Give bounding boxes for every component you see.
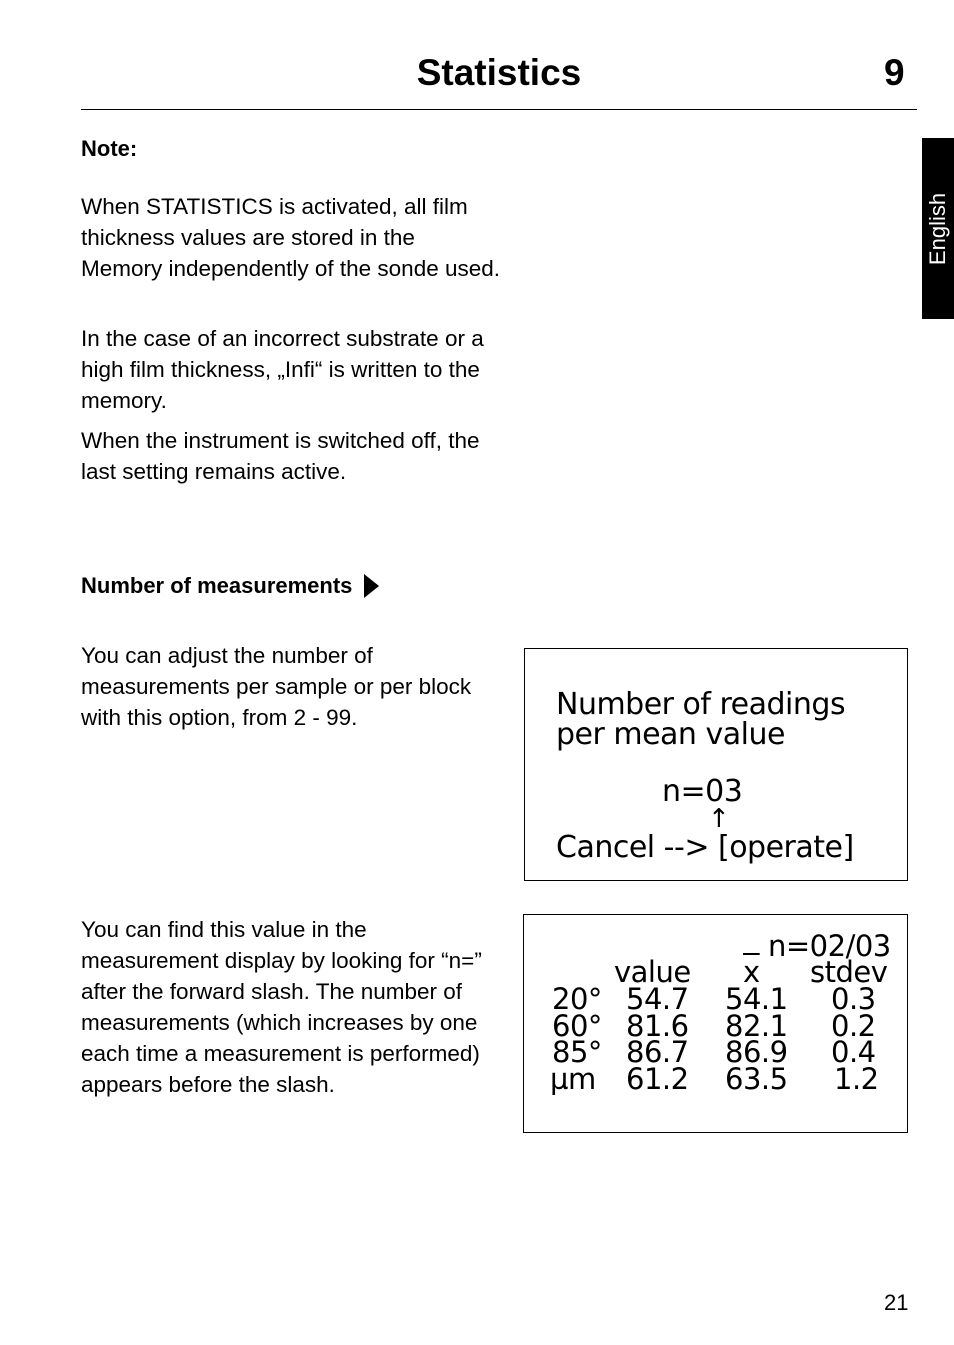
column-header-stdev: stdev bbox=[810, 955, 888, 989]
row-label: 60° bbox=[552, 1009, 602, 1043]
display-line: Number of readings bbox=[556, 687, 846, 722]
triangle-right-icon bbox=[364, 574, 379, 598]
row-stdev: 0.4 bbox=[831, 1035, 876, 1069]
note-paragraph: When STATISTICS is activated, all film thickness values are stored in the Memory independently of the sonde used. bbox=[81, 194, 501, 281]
row-mean: 86.9 bbox=[725, 1035, 788, 1069]
section-paragraph: You can adjust the number of measurements per sample or per block with this option, from 2 - 99. bbox=[81, 643, 472, 730]
display-cancel-line: Cancel --> [operate] bbox=[556, 830, 854, 865]
page-number: 21 bbox=[884, 1290, 909, 1315]
row-stdev: 0.2 bbox=[831, 1009, 876, 1043]
row-mean: 54.1 bbox=[725, 982, 788, 1016]
chapter-number: 9 bbox=[884, 52, 905, 93]
row-value: 81.6 bbox=[626, 1009, 689, 1043]
section-heading-label: Number of measurements bbox=[81, 573, 353, 598]
row-value: 61.2 bbox=[626, 1062, 689, 1096]
note-paragraph: In the case of an incorrect substrate or a high film thickness, „Infi“ is written to the memory. bbox=[81, 326, 484, 413]
row-label: µm bbox=[550, 1062, 596, 1096]
display-n-value: n=03 bbox=[662, 774, 743, 809]
display-line: per mean value bbox=[556, 717, 785, 752]
row-value: 54.7 bbox=[626, 982, 689, 1016]
column-header-mean: $\overline{x}$ bbox=[743, 955, 760, 989]
header-rule bbox=[81, 109, 917, 110]
row-value: 86.7 bbox=[626, 1035, 689, 1069]
note-paragraph: When the instrument is switched off, the last setting remains active. bbox=[81, 428, 480, 484]
language-tab-label: English bbox=[925, 192, 950, 265]
display-n-value: n=02/03 bbox=[768, 929, 891, 963]
row-stdev: 0.3 bbox=[831, 982, 876, 1016]
section-heading bbox=[81, 573, 379, 599]
section-paragraph: You can find this value in the measurement display by looking for “n=” after the forward slash. The number of measurements (which increases by one each time a measurement is performed) appears before the slash. bbox=[81, 917, 482, 1097]
row-label: 20° bbox=[552, 982, 602, 1016]
display-readings-setting bbox=[524, 648, 908, 881]
note-heading: Note: bbox=[81, 136, 138, 161]
row-label: 85° bbox=[552, 1035, 602, 1069]
column-header-value: value bbox=[614, 955, 691, 989]
page-title: Statistics bbox=[416, 52, 582, 93]
row-stdev: 1.2 bbox=[834, 1062, 879, 1096]
language-tab bbox=[922, 138, 954, 319]
row-mean: 63.5 bbox=[725, 1062, 788, 1096]
up-arrow-icon: ↑ bbox=[708, 804, 730, 834]
row-mean: 82.1 bbox=[725, 1009, 788, 1043]
display-measurement bbox=[523, 914, 908, 1133]
